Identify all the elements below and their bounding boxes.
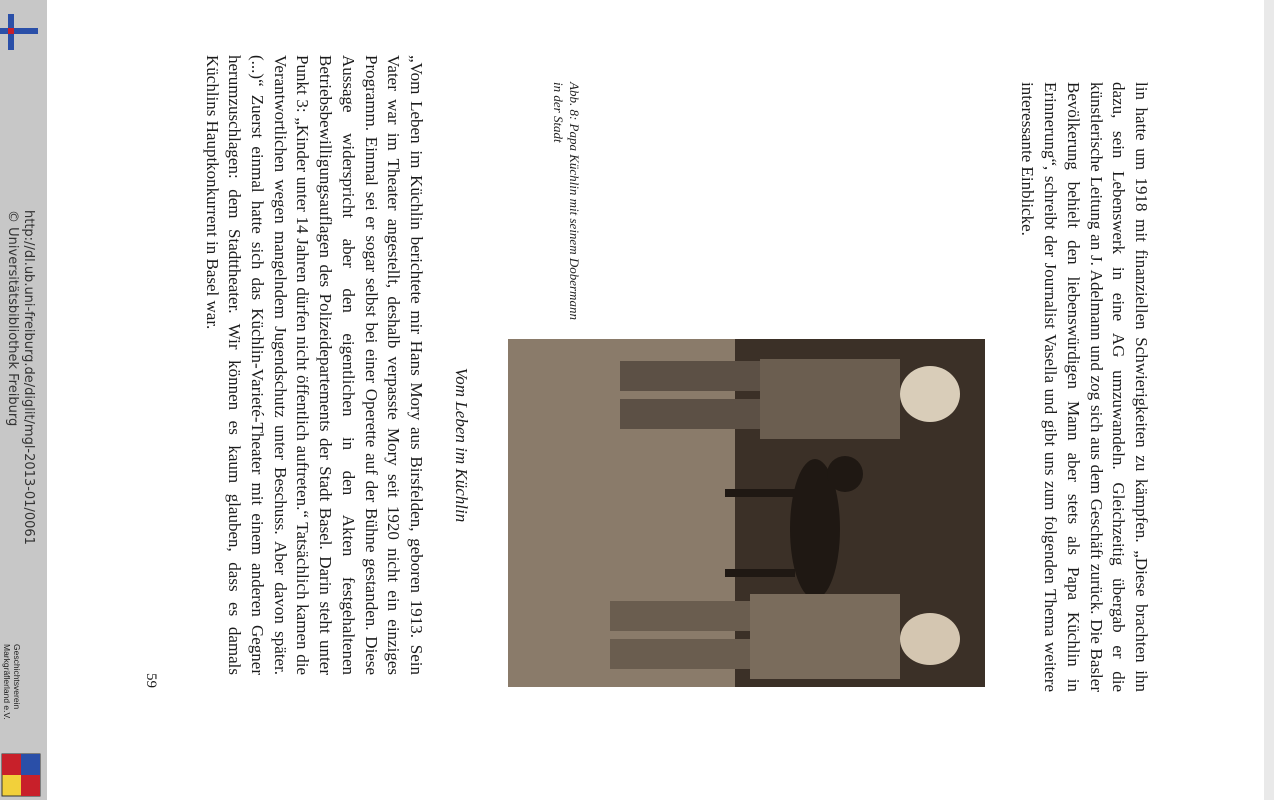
historical-photo	[508, 339, 985, 687]
paragraph: lin hatte um 1918 mit finanziellen Schwierigkeiten zu kämpfen. „Diese brachten ihn dazu, sein Lebenswerk in eine AG umzuwandeln. Gleichzeitig übergab er die künstlerische Leitung an J. Adelmann und zog sich aus dem Geschäft zurück. Die Basler Bevölkerung behielt den liebenswürdigen Mann aber stets als Papa Küchlin in Erinnerung“, schreibt der Journalist Vasella und gibt uns zum folgenden Thema weitere interessante Einblicke.	[1018, 82, 1151, 692]
section-heading: Vom Leben im Küchlin	[452, 367, 471, 523]
page-number: 59	[143, 673, 159, 688]
figure-caption: Abb. 8: Papa Küchlin mit seinem Dobermann in der Stadt	[551, 82, 582, 320]
society-crest-icon	[0, 752, 42, 798]
society-label: Geschichtsverein Markgräflerland e.V.	[2, 644, 22, 720]
university-logo-icon	[0, 14, 38, 50]
paragraph: „Vom Leben im Küchlin berichtete mir Hans Mory aus Birsfelden, geboren 1913. Sein Vater war im Theater angestellt, deshalb verpasste Mory seit 1920 nicht ein einziges Programm. Einmal sei er sogar selbst bei einer Operette auf der Bühne gestanden. Diese Aussage widerspricht aber den eigentlichen in den Akten festgehaltenen Betriebsbewilligungsauflagen des Polizeidepartements der Stadt Basel. Darin steht unter Punkt 3: „Kinder unter 14 Jahren dürfen nicht öffentlich auftreten.“ Tatsächlich kamen die Verantwortlichen wegen mangelndem Jugendschutz unter Beschuss. Aber davon später. (...)“ Zuerst einmal hatte sich das Küchlin-Varieté-Theater mit einem anderen Gegner herumzuschlagen: dem Stadttheater. Wir können es kaum glauben, dass es damals Küchlins Hauptkonkurrent in Basel war.	[202, 55, 426, 675]
document-page	[143, 55, 1152, 745]
right-edge	[1264, 0, 1274, 800]
document-url[interactable]: http://dl.ub.uni-freiburg.de/diglit/mgl-2013-01/0061 © Universitätsbibliothek Freiburg	[5, 210, 36, 545]
